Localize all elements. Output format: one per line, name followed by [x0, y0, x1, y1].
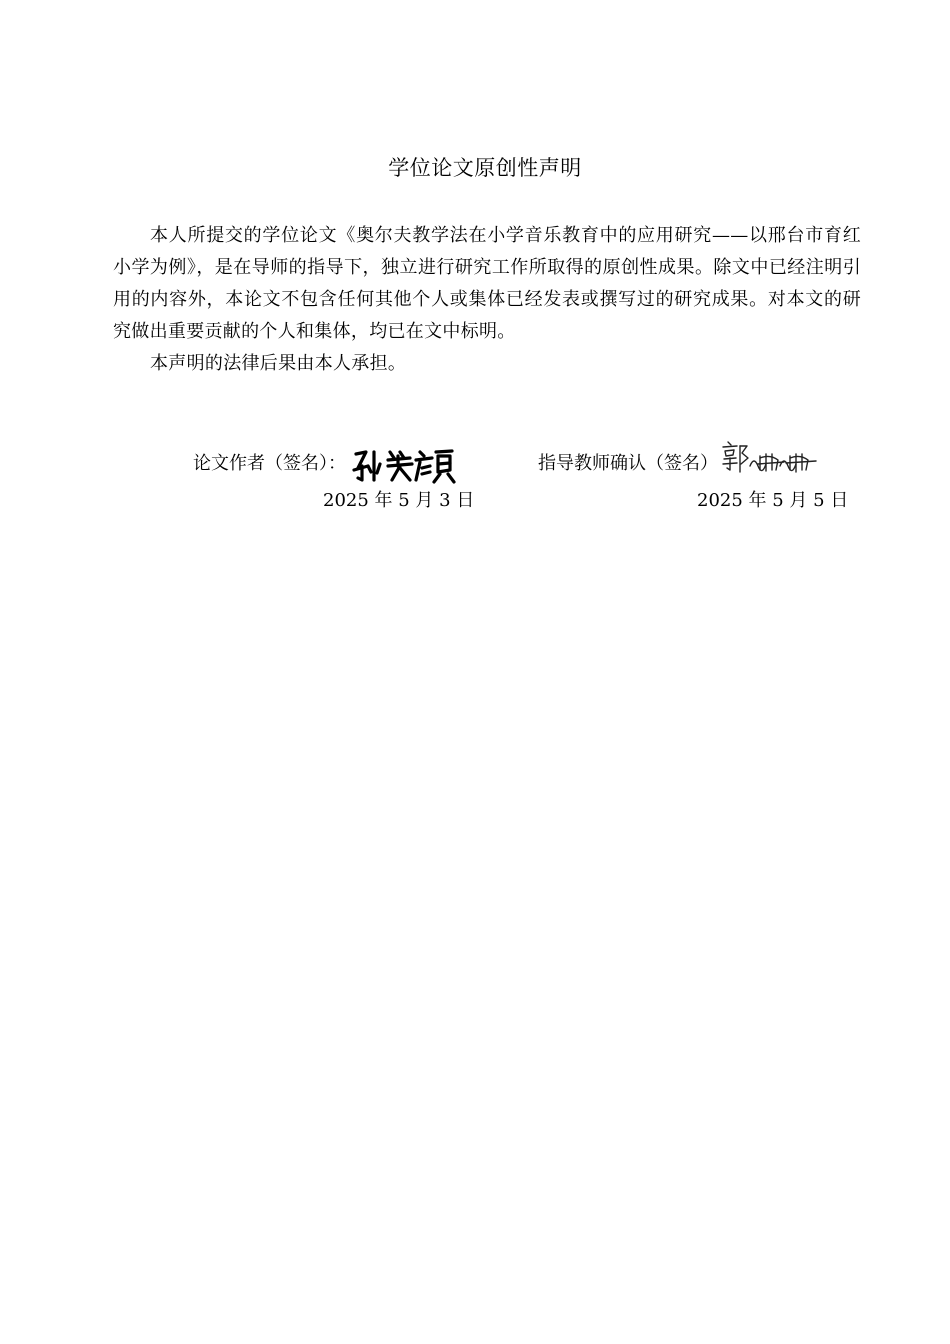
- advisor-signature-date: 2025 年 5 月 5 日: [697, 490, 849, 511]
- author-signature-label: 论文作者（签名）：: [193, 453, 346, 474]
- advisor-signature-line: [538, 452, 718, 476]
- advisor-signature-label: 指导教师确认（签名）: [538, 453, 718, 474]
- legal-consequence-paragraph: 本声明的法律后果由本人承担。: [150, 353, 407, 374]
- advisor-handwritten-signature: [720, 438, 820, 478]
- author-handwritten-signature: [352, 446, 458, 486]
- page-title: 学位论文原创性声明: [388, 156, 582, 180]
- author-signature-date: 2025 年 5 月 3 日: [323, 490, 475, 511]
- author-signature-line: [193, 452, 346, 476]
- declaration-body: [113, 220, 861, 380]
- declaration-paragraph: 本人所提交的学位论文《奥尔夫教学法在小学音乐教育中的应用研究——以邢台市育红小学为例》，是在导师的指导下，独立进行研究工作所取得的原创性成果。除文中已经注明引用的内容外，本论文不包含任何其他个人或集体已经发表或撰写过的研究成果。对本文的研究做出重要贡献的个人和集体，均已在文中标明。: [113, 225, 861, 342]
